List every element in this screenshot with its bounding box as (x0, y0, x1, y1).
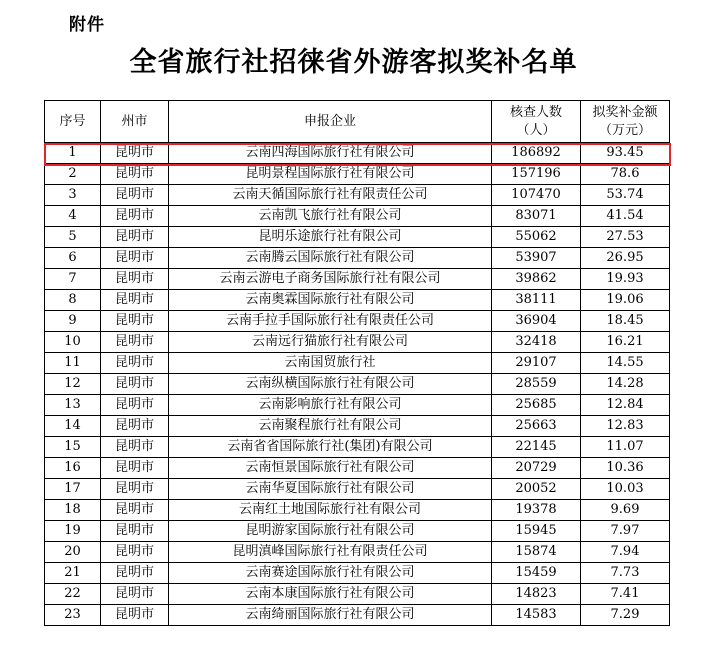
cell-seq: 21 (45, 563, 101, 584)
table-body (45, 143, 670, 626)
cell-company: 云南省省国际旅行社(集团)有限公司 (169, 437, 492, 458)
cell-amount: 18.45 (581, 311, 670, 332)
cell-seq: 10 (45, 332, 101, 353)
cell-company: 云南纵横国际旅行社有限公司 (169, 374, 492, 395)
cell-seq: 18 (45, 500, 101, 521)
cell-seq: 16 (45, 458, 101, 479)
cell-amount: 19.93 (581, 269, 670, 290)
cell-amount: 41.54 (581, 206, 670, 227)
attachment-label: 附件 (69, 15, 105, 35)
table-row (45, 143, 670, 164)
cell-seq: 11 (45, 353, 101, 374)
cell-seq: 8 (45, 290, 101, 311)
cell-city: 昆明市 (101, 374, 169, 395)
cell-city: 昆明市 (101, 458, 169, 479)
award-list-table (44, 100, 670, 626)
cell-city: 昆明市 (101, 227, 169, 248)
cell-seq: 2 (45, 164, 101, 185)
table-row (45, 605, 670, 626)
cell-seq: 3 (45, 185, 101, 206)
table-row (45, 290, 670, 311)
cell-city: 昆明市 (101, 395, 169, 416)
cell-seq: 5 (45, 227, 101, 248)
cell-company: 云南赛途国际旅行社有限公司 (169, 563, 492, 584)
cell-city: 昆明市 (101, 437, 169, 458)
table-row (45, 479, 670, 500)
cell-amount: 12.84 (581, 395, 670, 416)
cell-company: 云南恒景国际旅行社有限公司 (169, 458, 492, 479)
cell-count: 53907 (492, 248, 581, 269)
cell-amount: 53.74 (581, 185, 670, 206)
cell-city: 昆明市 (101, 143, 169, 164)
table-row (45, 353, 670, 374)
cell-amount: 10.03 (581, 479, 670, 500)
cell-city: 昆明市 (101, 311, 169, 332)
document-title: 全省旅行社招徕省外游客拟奖补名单 (129, 47, 578, 78)
cell-company: 云南腾云国际旅行社有限公司 (169, 248, 492, 269)
cell-amount: 26.95 (581, 248, 670, 269)
cell-city: 昆明市 (101, 521, 169, 542)
table-row (45, 185, 670, 206)
header-seq: 序号 (45, 101, 101, 143)
cell-amount: 7.73 (581, 563, 670, 584)
table-row (45, 206, 670, 227)
table-row (45, 542, 670, 563)
cell-seq: 7 (45, 269, 101, 290)
cell-amount: 14.28 (581, 374, 670, 395)
cell-count: 38111 (492, 290, 581, 311)
cell-count: 15874 (492, 542, 581, 563)
cell-amount: 27.53 (581, 227, 670, 248)
cell-seq: 20 (45, 542, 101, 563)
table-row (45, 269, 670, 290)
cell-seq: 17 (45, 479, 101, 500)
cell-company: 云南远行猫旅行社有限公司 (169, 332, 492, 353)
cell-company: 云南本康国际旅行社有限公司 (169, 584, 492, 605)
cell-city: 昆明市 (101, 479, 169, 500)
cell-company: 昆明乐途旅行社有限公司 (169, 227, 492, 248)
cell-amount: 78.6 (581, 164, 670, 185)
cell-amount: 14.55 (581, 353, 670, 374)
cell-city: 昆明市 (101, 332, 169, 353)
header-row (45, 101, 670, 143)
cell-amount: 7.29 (581, 605, 670, 626)
table-row (45, 311, 670, 332)
cell-seq: 13 (45, 395, 101, 416)
cell-seq: 15 (45, 437, 101, 458)
table-row (45, 563, 670, 584)
cell-count: 39862 (492, 269, 581, 290)
cell-seq: 19 (45, 521, 101, 542)
cell-count: 15459 (492, 563, 581, 584)
cell-seq: 1 (45, 143, 101, 164)
cell-count: 14823 (492, 584, 581, 605)
cell-city: 昆明市 (101, 269, 169, 290)
cell-company: 昆明游家国际旅行社有限公司 (169, 521, 492, 542)
cell-amount: 9.69 (581, 500, 670, 521)
header-count-title: 核查人数 (509, 104, 562, 120)
cell-amount: 10.36 (581, 458, 670, 479)
header-count-unit: （人） (516, 122, 556, 138)
cell-company: 云南凯飞旅行社有限公司 (169, 206, 492, 227)
cell-amount: 7.97 (581, 521, 670, 542)
cell-company: 云南天循国际旅行社有限责任公司 (169, 185, 492, 206)
cell-company: 云南云游电子商务国际旅行社有限公司 (169, 269, 492, 290)
cell-amount: 12.83 (581, 416, 670, 437)
header-count (492, 101, 581, 143)
cell-company: 云南绮丽国际旅行社有限公司 (169, 605, 492, 626)
cell-city: 昆明市 (101, 416, 169, 437)
cell-company: 云南四海国际旅行社有限公司 (169, 143, 492, 164)
table-row (45, 332, 670, 353)
cell-company: 云南聚程旅行社有限公司 (169, 416, 492, 437)
cell-amount: 7.41 (581, 584, 670, 605)
cell-city: 昆明市 (101, 542, 169, 563)
cell-count: 83071 (492, 206, 581, 227)
cell-company: 昆明景程国际旅行社有限公司 (169, 164, 492, 185)
table-row (45, 248, 670, 269)
table-row (45, 395, 670, 416)
header-company: 申报企业 (169, 101, 492, 143)
cell-city: 昆明市 (101, 500, 169, 521)
cell-count: 28559 (492, 374, 581, 395)
table-row (45, 437, 670, 458)
cell-count: 29107 (492, 353, 581, 374)
header-amount-unit: （万元） (598, 122, 651, 138)
cell-count: 22145 (492, 437, 581, 458)
cell-company: 云南影响旅行社有限公司 (169, 395, 492, 416)
table-row (45, 374, 670, 395)
cell-count: 25685 (492, 395, 581, 416)
cell-seq: 9 (45, 311, 101, 332)
cell-amount: 93.45 (581, 143, 670, 164)
cell-seq: 23 (45, 605, 101, 626)
table-row (45, 584, 670, 605)
cell-count: 25663 (492, 416, 581, 437)
cell-count: 157196 (492, 164, 581, 185)
table-row (45, 458, 670, 479)
cell-amount: 16.21 (581, 332, 670, 353)
cell-count: 20729 (492, 458, 581, 479)
cell-city: 昆明市 (101, 563, 169, 584)
cell-seq: 4 (45, 206, 101, 227)
cell-city: 昆明市 (101, 185, 169, 206)
cell-count: 36904 (492, 311, 581, 332)
table-row (45, 521, 670, 542)
cell-count: 186892 (492, 143, 581, 164)
cell-count: 15945 (492, 521, 581, 542)
cell-company: 云南手拉手国际旅行社有限责任公司 (169, 311, 492, 332)
cell-company: 云南国贸旅行社 (169, 353, 492, 374)
cell-amount: 7.94 (581, 542, 670, 563)
table-header (45, 101, 670, 143)
cell-count: 32418 (492, 332, 581, 353)
cell-seq: 22 (45, 584, 101, 605)
cell-count: 19378 (492, 500, 581, 521)
cell-amount: 19.06 (581, 290, 670, 311)
cell-company: 云南红土地国际旅行社有限公司 (169, 500, 492, 521)
cell-city: 昆明市 (101, 353, 169, 374)
table-row (45, 227, 670, 248)
cell-count: 14583 (492, 605, 581, 626)
cell-company: 云南奥霖国际旅行社有限公司 (169, 290, 492, 311)
cell-company: 昆明滇峰国际旅行社有限责任公司 (169, 542, 492, 563)
cell-seq: 6 (45, 248, 101, 269)
header-amount-title: 拟奖补金额 (592, 104, 658, 120)
table-row (45, 164, 670, 185)
header-city: 州市 (101, 101, 169, 143)
cell-city: 昆明市 (101, 290, 169, 311)
cell-city: 昆明市 (101, 206, 169, 227)
cell-count: 55062 (492, 227, 581, 248)
cell-city: 昆明市 (101, 605, 169, 626)
cell-seq: 14 (45, 416, 101, 437)
cell-count: 107470 (492, 185, 581, 206)
cell-city: 昆明市 (101, 584, 169, 605)
cell-city: 昆明市 (101, 164, 169, 185)
cell-seq: 12 (45, 374, 101, 395)
cell-count: 20052 (492, 479, 581, 500)
cell-company: 云南华夏国际旅行社有限公司 (169, 479, 492, 500)
table-row (45, 416, 670, 437)
cell-city: 昆明市 (101, 248, 169, 269)
header-amount (581, 101, 670, 143)
table-row (45, 500, 670, 521)
cell-amount: 11.07 (581, 437, 670, 458)
